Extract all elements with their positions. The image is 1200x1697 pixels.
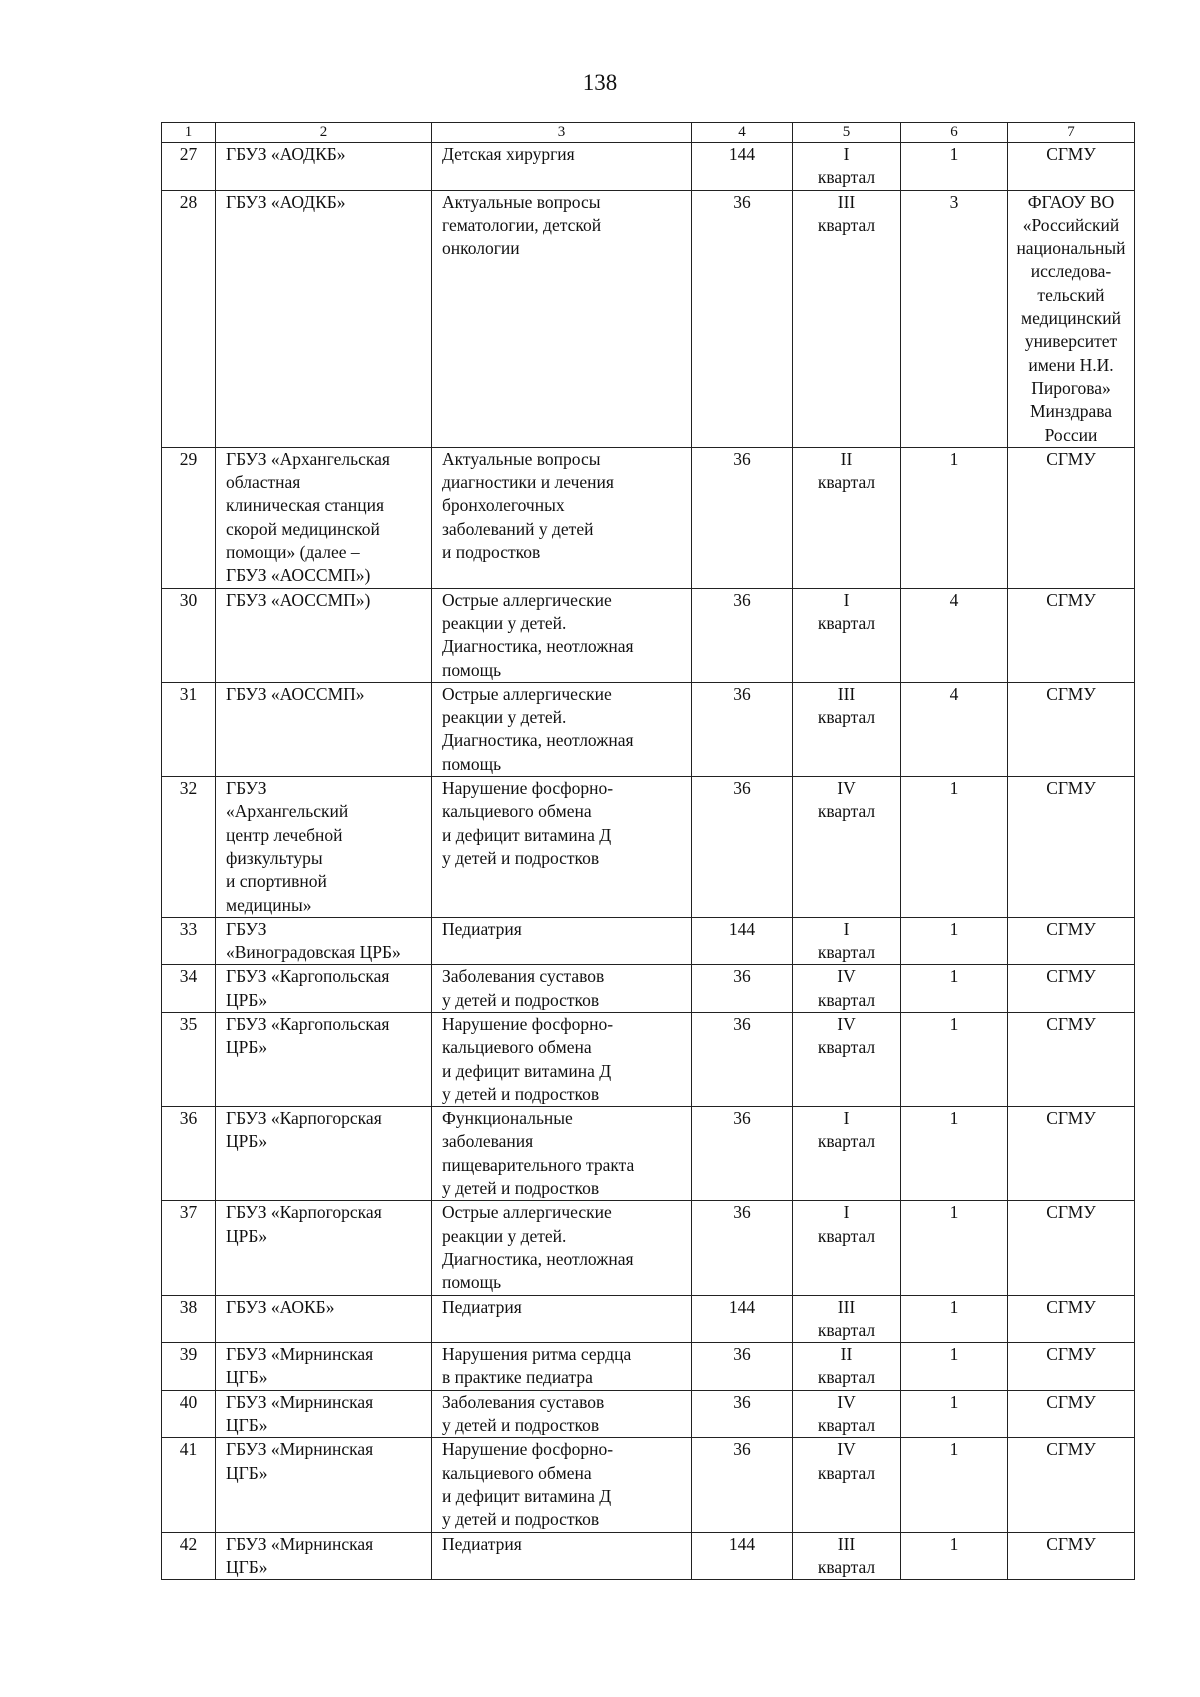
quarter-cell: III квартал <box>793 1295 901 1343</box>
row-number: 31 <box>162 682 216 776</box>
column-number: 6 <box>901 123 1008 143</box>
row-number: 36 <box>162 1107 216 1201</box>
program-topic-cell: Педиатрия <box>432 1295 692 1343</box>
quarter-cell: III квартал <box>793 682 901 776</box>
column-number: 5 <box>793 123 901 143</box>
program-topic-cell: Острые аллергические реакции у детей. Диагностика, неотложная помощь <box>432 588 692 682</box>
hours-cell: 144 <box>692 1532 793 1580</box>
provider-cell: СГМУ <box>1008 1438 1135 1532</box>
quarter-cell: IV квартал <box>793 965 901 1013</box>
row-number: 39 <box>162 1343 216 1391</box>
hours-cell: 36 <box>692 588 793 682</box>
hours-cell: 144 <box>692 143 793 191</box>
table-row <box>162 1343 1135 1391</box>
participants-cell: 1 <box>901 1295 1008 1343</box>
row-number: 40 <box>162 1390 216 1438</box>
program-topic-cell: Детская хирургия <box>432 143 692 191</box>
provider-cell: СГМУ <box>1008 1107 1135 1201</box>
hours-cell: 144 <box>692 917 793 965</box>
participants-cell: 1 <box>901 1532 1008 1580</box>
participants-cell: 1 <box>901 1201 1008 1295</box>
row-number: 38 <box>162 1295 216 1343</box>
organization-cell: ГБУЗ «Каргопольская ЦРБ» <box>216 965 432 1013</box>
organization-cell: ГБУЗ «Мирнинская ЦГБ» <box>216 1532 432 1580</box>
page-number: 138 <box>582 70 618 95</box>
organization-cell: ГБУЗ «Мирнинская ЦГБ» <box>216 1390 432 1438</box>
column-number: 4 <box>692 123 793 143</box>
provider-cell: СГМУ <box>1008 1201 1135 1295</box>
provider-cell: СГМУ <box>1008 1532 1135 1580</box>
participants-cell: 1 <box>901 1107 1008 1201</box>
column-number: 7 <box>1008 123 1135 143</box>
organization-cell: ГБУЗ «Архангельская областная клиническая станция скорой медицинской помощи» (далее – ГБУЗ «АОССМП») <box>216 447 432 588</box>
organization-cell: ГБУЗ «АОДКБ» <box>216 143 432 191</box>
provider-cell: СГМУ <box>1008 1012 1135 1106</box>
participants-cell: 1 <box>901 917 1008 965</box>
provider-cell: СГМУ <box>1008 1295 1135 1343</box>
program-topic-cell: Нарушение фосфорно- кальциевого обмена и дефицит витамина Д у детей и подростков <box>432 1438 692 1532</box>
quarter-cell: IV квартал <box>793 1012 901 1106</box>
program-topic-cell: Педиатрия <box>432 917 692 965</box>
row-number: 33 <box>162 917 216 965</box>
table-row <box>162 143 1135 191</box>
row-number: 32 <box>162 777 216 918</box>
provider-cell: СГМУ <box>1008 447 1135 588</box>
table-row <box>162 447 1135 588</box>
provider-cell: СГМУ <box>1008 917 1135 965</box>
provider-cell: СГМУ <box>1008 143 1135 191</box>
quarter-cell: I квартал <box>793 1107 901 1201</box>
participants-cell: 1 <box>901 447 1008 588</box>
program-topic-cell: Нарушения ритма сердца в практике педиатра <box>432 1343 692 1391</box>
program-topic-cell: Заболевания суставов у детей и подростков <box>432 965 692 1013</box>
provider-cell: СГМУ <box>1008 682 1135 776</box>
column-number-row <box>162 123 1135 143</box>
provider-cell: СГМУ <box>1008 777 1135 918</box>
quarter-cell: I квартал <box>793 588 901 682</box>
row-number: 42 <box>162 1532 216 1580</box>
hours-cell: 36 <box>692 190 793 447</box>
participants-cell: 1 <box>901 1390 1008 1438</box>
table-row <box>162 682 1135 776</box>
organization-cell: ГБУЗ «АОДКБ» <box>216 190 432 447</box>
row-number: 37 <box>162 1201 216 1295</box>
row-number: 30 <box>162 588 216 682</box>
table-row <box>162 917 1135 965</box>
program-topic-cell: Острые аллергические реакции у детей. Диагностика, неотложная помощь <box>432 682 692 776</box>
quarter-cell: IV квартал <box>793 1438 901 1532</box>
table-row <box>162 777 1135 918</box>
hours-cell: 36 <box>692 777 793 918</box>
provider-cell: СГМУ <box>1008 1343 1135 1391</box>
table-row <box>162 588 1135 682</box>
program-topic-cell: Функциональные заболевания пищеварительного тракта у детей и подростков <box>432 1107 692 1201</box>
column-number: 1 <box>162 123 216 143</box>
participants-cell: 3 <box>901 190 1008 447</box>
row-number: 34 <box>162 965 216 1013</box>
table-row <box>162 1012 1135 1106</box>
program-topic-cell: Нарушение фосфорно- кальциевого обмена и дефицит витамина Д у детей и подростков <box>432 777 692 918</box>
program-topic-cell: Нарушение фосфорно- кальциевого обмена и дефицит витамина Д у детей и подростков <box>432 1012 692 1106</box>
hours-cell: 36 <box>692 447 793 588</box>
organization-cell: ГБУЗ «АОССМП») <box>216 588 432 682</box>
organization-cell: ГБУЗ «Каргопольская ЦРБ» <box>216 1012 432 1106</box>
table-row <box>162 1438 1135 1532</box>
row-number: 29 <box>162 447 216 588</box>
organization-cell: ГБУЗ «АОССМП» <box>216 682 432 776</box>
table-row <box>162 1107 1135 1201</box>
organization-cell: ГБУЗ «Карпогорская ЦРБ» <box>216 1201 432 1295</box>
provider-cell: СГМУ <box>1008 1390 1135 1438</box>
program-topic-cell: Педиатрия <box>432 1532 692 1580</box>
participants-cell: 1 <box>901 777 1008 918</box>
participants-cell: 4 <box>901 682 1008 776</box>
organization-cell: ГБУЗ «Архангельский центр лечебной физкультуры и спортивной медицины» <box>216 777 432 918</box>
program-topic-cell: Актуальные вопросы гематологии, детской онкологии <box>432 190 692 447</box>
hours-cell: 36 <box>692 1343 793 1391</box>
participants-cell: 1 <box>901 965 1008 1013</box>
quarter-cell: III квартал <box>793 1532 901 1580</box>
program-topic-cell: Актуальные вопросы диагностики и лечения бронхолегочных заболеваний у детей и подростков <box>432 447 692 588</box>
hours-cell: 36 <box>692 965 793 1013</box>
quarter-cell: I квартал <box>793 917 901 965</box>
table-row <box>162 1532 1135 1580</box>
hours-cell: 36 <box>692 1201 793 1295</box>
hours-cell: 144 <box>692 1295 793 1343</box>
provider-cell: СГМУ <box>1008 965 1135 1013</box>
quarter-cell: II квартал <box>793 1343 901 1391</box>
table-row <box>162 965 1135 1013</box>
table-row <box>162 1201 1135 1295</box>
hours-cell: 36 <box>692 1012 793 1106</box>
table-row <box>162 1295 1135 1343</box>
quarter-cell: III квартал <box>793 190 901 447</box>
quarter-cell: I квартал <box>793 1201 901 1295</box>
organization-cell: ГБУЗ «Мирнинская ЦГБ» <box>216 1343 432 1391</box>
column-number: 2 <box>216 123 432 143</box>
hours-cell: 36 <box>692 1390 793 1438</box>
participants-cell: 1 <box>901 1438 1008 1532</box>
row-number: 28 <box>162 190 216 447</box>
quarter-cell: I квартал <box>793 143 901 191</box>
participants-cell: 1 <box>901 143 1008 191</box>
organization-cell: ГБУЗ «Карпогорская ЦРБ» <box>216 1107 432 1201</box>
participants-cell: 4 <box>901 588 1008 682</box>
provider-cell: ФГАОУ ВО «Российский национальный исследова- тельский медицинский университет имени Н.И. Пирогова» Минздрава России <box>1008 190 1135 447</box>
row-number: 27 <box>162 143 216 191</box>
row-number: 35 <box>162 1012 216 1106</box>
column-number: 3 <box>432 123 692 143</box>
row-number: 41 <box>162 1438 216 1532</box>
table-row <box>162 190 1135 447</box>
organization-cell: ГБУЗ «Мирнинская ЦГБ» <box>216 1438 432 1532</box>
organization-cell: ГБУЗ «Виноградовская ЦРБ» <box>216 917 432 965</box>
hours-cell: 36 <box>692 682 793 776</box>
organization-cell: ГБУЗ «АОКБ» <box>216 1295 432 1343</box>
table-row <box>162 1390 1135 1438</box>
participants-cell: 1 <box>901 1343 1008 1391</box>
hours-cell: 36 <box>692 1438 793 1532</box>
participants-cell: 1 <box>901 1012 1008 1106</box>
program-topic-cell: Острые аллергические реакции у детей. Диагностика, неотложная помощь <box>432 1201 692 1295</box>
quarter-cell: IV квартал <box>793 1390 901 1438</box>
quarter-cell: IV квартал <box>793 777 901 918</box>
quarter-cell: II квартал <box>793 447 901 588</box>
program-topic-cell: Заболевания суставов у детей и подростков <box>432 1390 692 1438</box>
hours-cell: 36 <box>692 1107 793 1201</box>
provider-cell: СГМУ <box>1008 588 1135 682</box>
training-plan-table <box>161 122 1135 1580</box>
